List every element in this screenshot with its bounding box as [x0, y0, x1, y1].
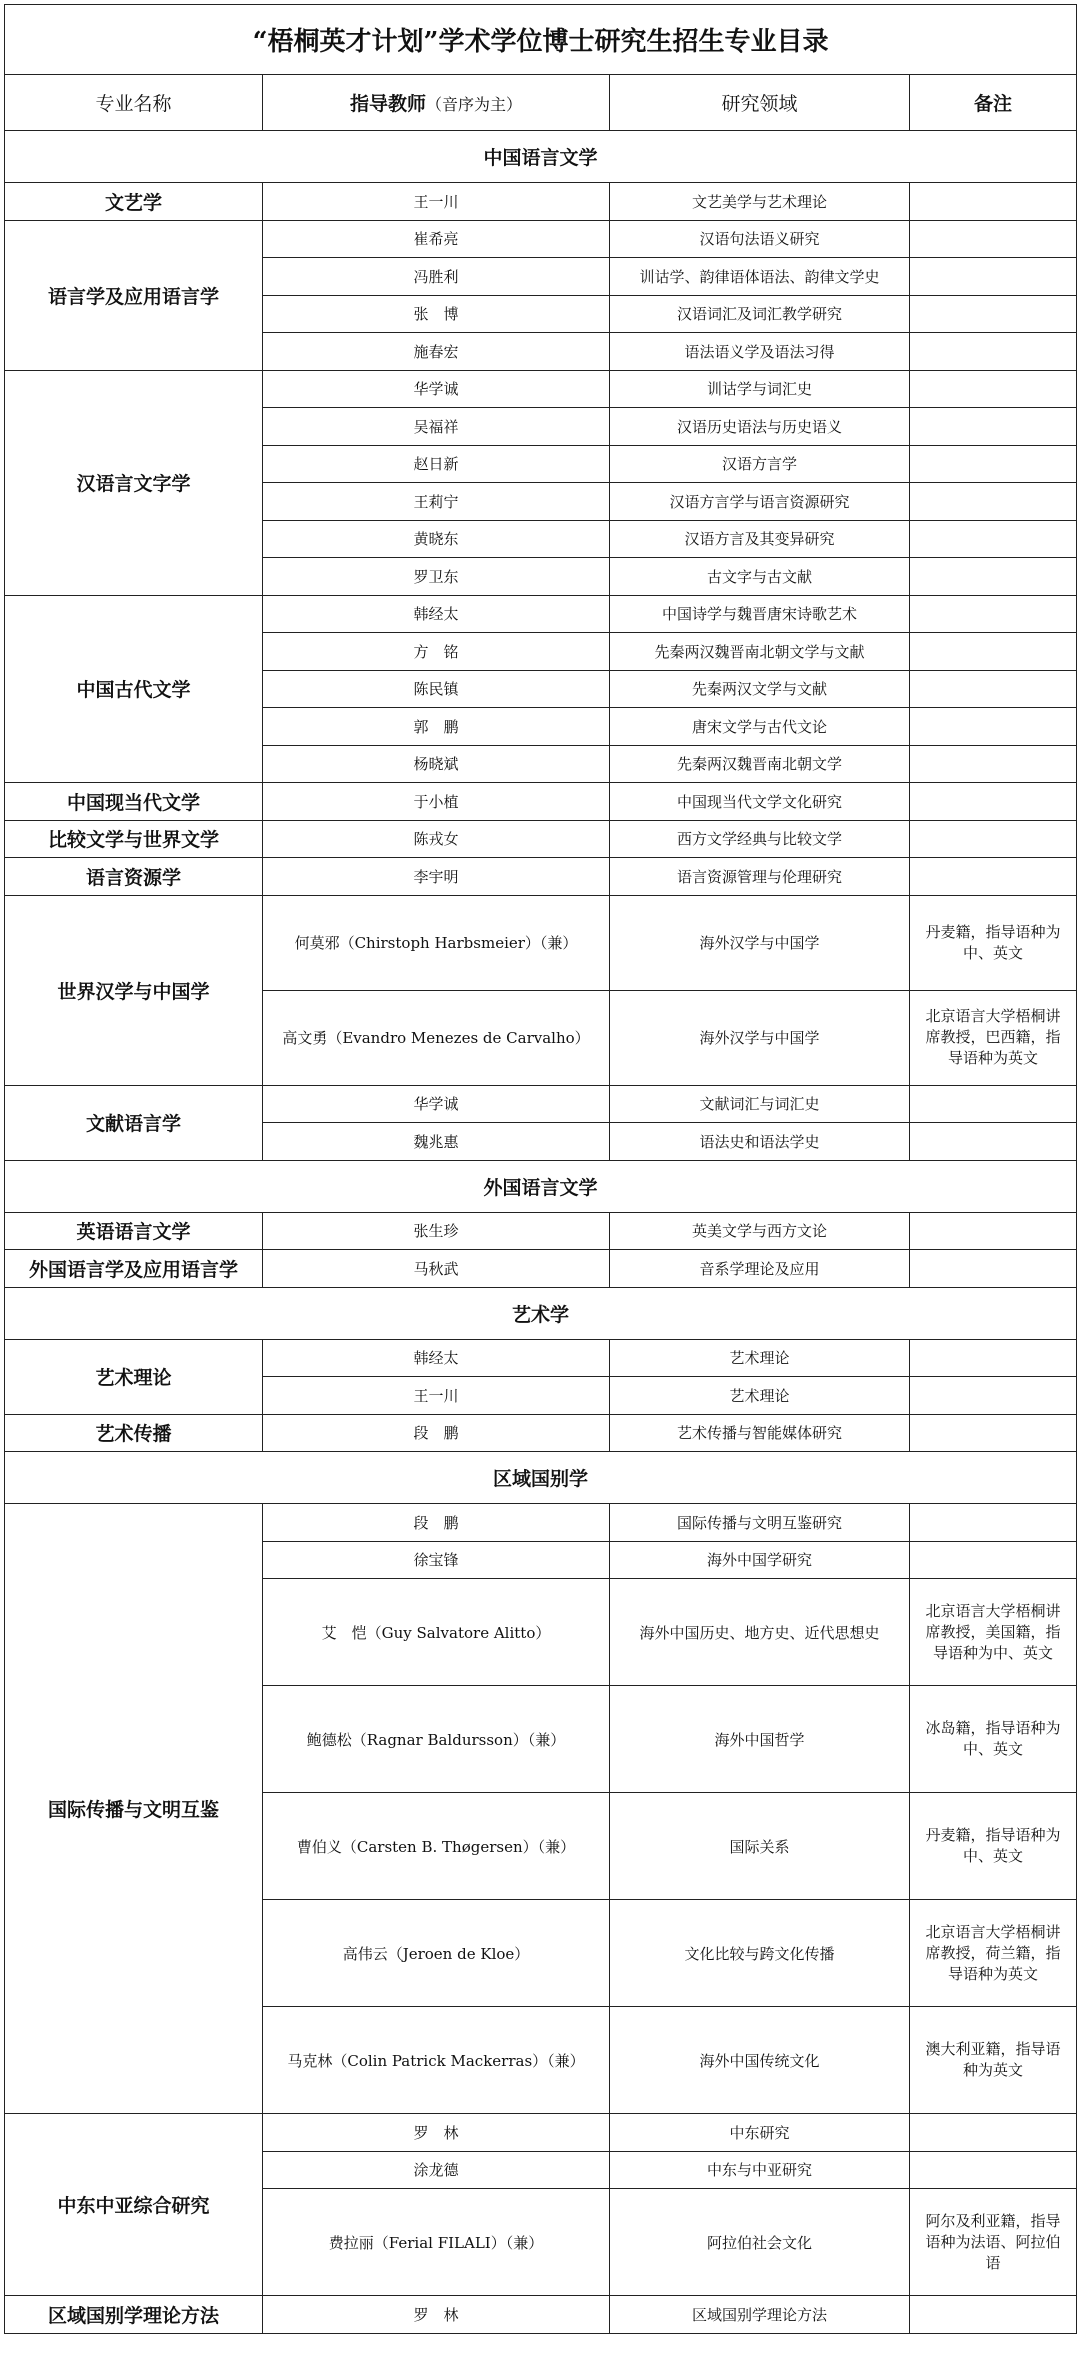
research-field: 英美文学与西方文论	[610, 1212, 910, 1250]
advisor-row	[5, 1339, 1077, 1377]
advisor-name: 郭 鹏	[263, 708, 610, 746]
advisor-row	[5, 2296, 1077, 2334]
remark-cell	[910, 1377, 1077, 1415]
remark-cell	[910, 1339, 1077, 1377]
catalog-table	[4, 4, 1077, 2334]
advisor-name: 冯胜利	[263, 258, 610, 296]
remark-cell	[910, 1250, 1077, 1288]
research-field: 西方文学经典与比较文学	[610, 820, 910, 858]
research-field: 唐宋文学与古代文论	[610, 708, 910, 746]
remark-cell: 冰岛籍，指导语种为中、英文	[910, 1686, 1077, 1793]
research-field: 语法史和语法学史	[610, 1123, 910, 1161]
advisor-name: 杨晓斌	[263, 745, 610, 783]
research-field: 阿拉伯社会文化	[610, 2189, 910, 2296]
research-field: 艺术理论	[610, 1377, 910, 1415]
document-title: “梧桐英才计划”学术学位博士研究生招生专业目录	[5, 5, 1077, 75]
advisor-name: 王一川	[263, 183, 610, 221]
advisor-name: 华学诚	[263, 370, 610, 408]
advisor-name: 罗卫东	[263, 558, 610, 596]
section-title: 艺术学	[5, 1287, 1077, 1339]
advisor-name: 高伟云（Jeroen de Kloe）	[263, 1900, 610, 2007]
section-title: 区域国别学	[5, 1452, 1077, 1504]
major-name: 中国古代文学	[5, 595, 263, 783]
remark-cell	[910, 1123, 1077, 1161]
research-field: 文化比较与跨文化传播	[610, 1900, 910, 2007]
major-name: 文献语言学	[5, 1085, 263, 1160]
section-row	[5, 1160, 1077, 1212]
header-field: 研究领域	[610, 75, 910, 131]
remark-cell	[910, 745, 1077, 783]
advisor-name: 黄晓东	[263, 520, 610, 558]
research-field: 中国现当代文学文化研究	[610, 783, 910, 821]
remark-cell	[910, 445, 1077, 483]
research-field: 汉语方言及其变异研究	[610, 520, 910, 558]
advisor-name: 马克林（Colin Patrick Mackerras）（兼）	[263, 2007, 610, 2114]
remark-cell	[910, 483, 1077, 521]
remark-cell	[910, 1414, 1077, 1452]
advisor-name: 李宇明	[263, 858, 610, 896]
major-name: 艺术传播	[5, 1414, 263, 1452]
remark-cell	[910, 295, 1077, 333]
advisor-name: 王一川	[263, 1377, 610, 1415]
header-remark	[910, 75, 1077, 131]
research-field: 语言资源管理与伦理研究	[610, 858, 910, 896]
research-field: 中国诗学与魏晋唐宋诗歌艺术	[610, 595, 910, 633]
research-field: 文献词汇与词汇史	[610, 1085, 910, 1123]
major-name: 区域国别学理论方法	[5, 2296, 263, 2334]
advisor-name: 段 鹏	[263, 1414, 610, 1452]
research-field: 海外汉学与中国学	[610, 990, 910, 1085]
major-name: 语言学及应用语言学	[5, 220, 263, 370]
research-field: 语法语义学及语法习得	[610, 333, 910, 371]
research-field: 中东研究	[610, 2114, 910, 2152]
advisor-name: 马秋武	[263, 1250, 610, 1288]
advisor-name: 曹伯义（Carsten B. Thøgersen）（兼）	[263, 1793, 610, 1900]
remark-cell	[910, 183, 1077, 221]
major-name: 中东中亚综合研究	[5, 2114, 263, 2296]
research-field: 先秦两汉魏晋南北朝文学与文献	[610, 633, 910, 671]
remark-cell	[910, 783, 1077, 821]
research-field: 先秦两汉文学与文献	[610, 670, 910, 708]
research-field: 艺术传播与智能媒体研究	[610, 1414, 910, 1452]
remark-cell: 阿尔及利亚籍，指导语种为法语、阿拉伯语	[910, 2189, 1077, 2296]
advisor-name: 段 鹏	[263, 1504, 610, 1542]
header-advisor	[263, 75, 610, 131]
advisor-name: 韩经太	[263, 1339, 610, 1377]
remark-cell	[910, 1085, 1077, 1123]
research-field: 海外中国历史、地方史、近代思想史	[610, 1579, 910, 1686]
remark-cell	[910, 595, 1077, 633]
remark-cell	[910, 258, 1077, 296]
research-field: 海外汉学与中国学	[610, 895, 910, 990]
remark-cell	[910, 633, 1077, 671]
advisor-row	[5, 1212, 1077, 1250]
remark-cell	[910, 520, 1077, 558]
section-row	[5, 1287, 1077, 1339]
major-name: 汉语言文字学	[5, 370, 263, 595]
research-field: 汉语方言学与语言资源研究	[610, 483, 910, 521]
remark-cell: 北京语言大学梧桐讲席教授，巴西籍，指导语种为英文	[910, 990, 1077, 1085]
advisor-name: 涂龙德	[263, 2151, 610, 2189]
major-name: 外国语言学及应用语言学	[5, 1250, 263, 1288]
advisor-row	[5, 820, 1077, 858]
research-field: 海外中国学研究	[610, 1541, 910, 1579]
advisor-row	[5, 2114, 1077, 2152]
remark-cell	[910, 708, 1077, 746]
header-remark-label: 备注	[974, 93, 1013, 115]
remark-cell	[910, 408, 1077, 446]
remark-cell	[910, 858, 1077, 896]
research-field: 汉语历史语法与历史语义	[610, 408, 910, 446]
remark-cell: 北京语言大学梧桐讲席教授，美国籍，指导语种为中、英文	[910, 1579, 1077, 1686]
major-name: 国际传播与文明互鉴	[5, 1504, 263, 2114]
header-row	[5, 75, 1077, 131]
advisor-name: 吴福祥	[263, 408, 610, 446]
remark-cell: 澳大利亚籍，指导语种为英文	[910, 2007, 1077, 2114]
remark-cell	[910, 558, 1077, 596]
advisor-row	[5, 595, 1077, 633]
catalog-document	[4, 4, 1077, 2334]
advisor-row	[5, 183, 1077, 221]
advisor-name: 艾 恺（Guy Salvatore Alitto）	[263, 1579, 610, 1686]
advisor-name: 方 铭	[263, 633, 610, 671]
research-field: 音系学理论及应用	[610, 1250, 910, 1288]
research-field: 训诂学与词汇史	[610, 370, 910, 408]
advisor-name: 费拉丽（Ferial FILALI）（兼）	[263, 2189, 610, 2296]
section-row	[5, 1452, 1077, 1504]
research-field: 艺术理论	[610, 1339, 910, 1377]
advisor-name: 王莉宁	[263, 483, 610, 521]
research-field: 海外中国传统文化	[610, 2007, 910, 2114]
advisor-name: 陈戎女	[263, 820, 610, 858]
advisor-name: 魏兆惠	[263, 1123, 610, 1161]
advisor-name: 华学诚	[263, 1085, 610, 1123]
advisor-name: 赵日新	[263, 445, 610, 483]
major-name: 艺术理论	[5, 1339, 263, 1414]
remark-cell: 丹麦籍，指导语种为中、英文	[910, 895, 1077, 990]
header-major: 专业名称	[5, 75, 263, 131]
advisor-name: 张生珍	[263, 1212, 610, 1250]
advisor-row	[5, 1504, 1077, 1542]
advisor-row	[5, 1250, 1077, 1288]
major-name: 英语语言文学	[5, 1212, 263, 1250]
remark-cell	[910, 2114, 1077, 2152]
major-name: 语言资源学	[5, 858, 263, 896]
research-field: 海外中国哲学	[610, 1686, 910, 1793]
remark-cell	[910, 2151, 1077, 2189]
remark-cell	[910, 670, 1077, 708]
advisor-name: 崔希亮	[263, 220, 610, 258]
major-name: 比较文学与世界文学	[5, 820, 263, 858]
research-field: 区域国别学理论方法	[610, 2296, 910, 2334]
advisor-row	[5, 783, 1077, 821]
research-field: 汉语句法语义研究	[610, 220, 910, 258]
research-field: 训诂学、韵律语体语法、韵律文学史	[610, 258, 910, 296]
research-field: 国际传播与文明互鉴研究	[610, 1504, 910, 1542]
section-title: 中国语言文学	[5, 131, 1077, 183]
advisor-name: 于小植	[263, 783, 610, 821]
research-field: 汉语方言学	[610, 445, 910, 483]
advisor-name: 徐宝锋	[263, 1541, 610, 1579]
advisor-name: 何莫邪（Chirstoph Harbsmeier）（兼）	[263, 895, 610, 990]
remark-cell: 丹麦籍，指导语种为中、英文	[910, 1793, 1077, 1900]
remark-cell	[910, 2296, 1077, 2334]
remark-cell	[910, 333, 1077, 371]
advisor-row	[5, 895, 1077, 990]
remark-cell	[910, 820, 1077, 858]
section-row	[5, 131, 1077, 183]
remark-cell: 北京语言大学梧桐讲席教授，荷兰籍，指导语种为英文	[910, 1900, 1077, 2007]
advisor-name: 罗 林	[263, 2114, 610, 2152]
research-field: 国际关系	[610, 1793, 910, 1900]
major-name: 中国现当代文学	[5, 783, 263, 821]
section-title: 外国语言文学	[5, 1160, 1077, 1212]
research-field: 文艺美学与艺术理论	[610, 183, 910, 221]
catalog-table-body	[5, 5, 1077, 2334]
major-name: 世界汉学与中国学	[5, 895, 263, 1085]
research-field: 汉语词汇及词汇教学研究	[610, 295, 910, 333]
header-advisor-note: （音序为主）	[426, 95, 523, 114]
advisor-row	[5, 220, 1077, 258]
advisor-name: 陈民镇	[263, 670, 610, 708]
advisor-name: 罗 林	[263, 2296, 610, 2334]
advisor-name: 施春宏	[263, 333, 610, 371]
major-name: 文艺学	[5, 183, 263, 221]
remark-cell	[910, 1541, 1077, 1579]
remark-cell	[910, 370, 1077, 408]
research-field: 古文字与古文献	[610, 558, 910, 596]
advisor-row	[5, 858, 1077, 896]
advisor-name: 鲍德松（Ragnar Baldursson）（兼）	[263, 1686, 610, 1793]
remark-cell	[910, 220, 1077, 258]
advisor-name: 韩经太	[263, 595, 610, 633]
remark-cell	[910, 1212, 1077, 1250]
remark-cell	[910, 1504, 1077, 1542]
advisor-row	[5, 370, 1077, 408]
header-advisor-label: 指导教师	[349, 93, 426, 115]
research-field: 中东与中亚研究	[610, 2151, 910, 2189]
research-field: 先秦两汉魏晋南北朝文学	[610, 745, 910, 783]
advisor-row	[5, 1414, 1077, 1452]
advisor-name: 张 博	[263, 295, 610, 333]
advisor-name: 高文勇（Evandro Menezes de Carvalho）	[263, 990, 610, 1085]
advisor-row	[5, 1085, 1077, 1123]
